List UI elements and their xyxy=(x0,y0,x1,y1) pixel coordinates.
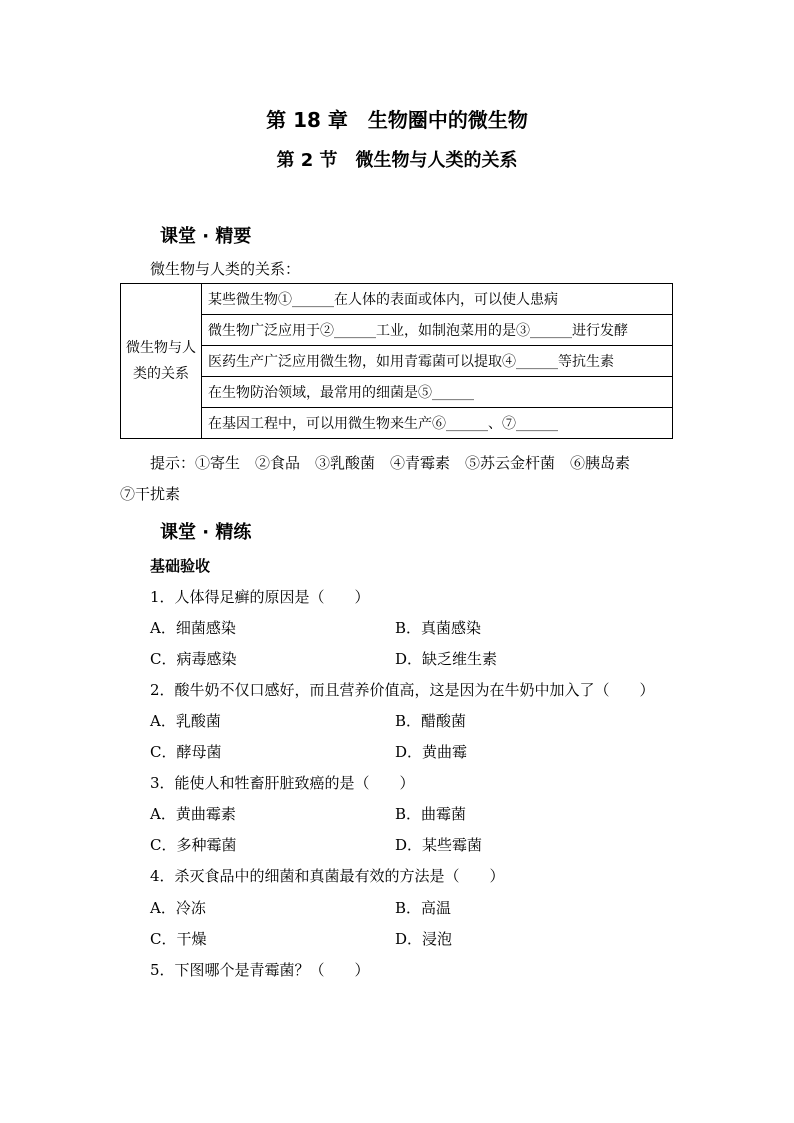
option-b: B．高温 xyxy=(395,899,452,917)
table-row: 在生物防治领域，最常用的细菌是⑤______ xyxy=(202,377,673,408)
question-4: 4．杀灭食品中的细菌和真菌最有效的方法是（ ） xyxy=(150,867,505,885)
option-b: B．真菌感染 xyxy=(395,619,482,637)
option-d: D．黄曲霉 xyxy=(395,743,468,761)
chapter-title: 第 18 章 生物圈中的微生物 xyxy=(266,108,528,132)
question-5: 5．下图哪个是青霉菌？（ ） xyxy=(150,961,370,979)
hint-line-continued: ⑦干扰素 xyxy=(120,485,181,503)
table-row: 某些微生物①______在人体的表面或体内，可以使人患病 xyxy=(202,284,673,315)
option-b: B．曲霉菌 xyxy=(395,805,467,823)
option-c: C．多种霉菌 xyxy=(150,836,237,854)
hint-line: 提示：①寄生 ②食品 ③乳酸菌 ④青霉素 ⑤苏云金杆菌 ⑥胰岛素 xyxy=(150,454,631,472)
section-title: 第 2 节 微生物与人类的关系 xyxy=(276,150,518,171)
question-2: 2．酸牛奶不仅口感好，而且营养价值高，这是因为在牛奶中加入了（ ） xyxy=(150,681,655,699)
section-heading-practice: 课堂 · 精练 xyxy=(160,522,252,543)
option-a: A．黄曲霉素 xyxy=(150,805,236,823)
option-a: A．乳酸菌 xyxy=(150,712,221,730)
option-c: C．病毒感染 xyxy=(150,650,237,668)
relation-table xyxy=(120,283,673,439)
option-a: A．冷冻 xyxy=(150,899,206,917)
option-c: C．酵母菌 xyxy=(150,743,222,761)
question-1: 1．人体得足癣的原因是（ ） xyxy=(150,588,370,606)
option-d: D．某些霉菌 xyxy=(395,836,483,854)
option-c: C．干燥 xyxy=(150,930,207,948)
option-b: B．醋酸菌 xyxy=(395,712,467,730)
subheading-basic: 基础验收 xyxy=(150,557,211,575)
option-d: D．浸泡 xyxy=(395,930,453,948)
section-heading-summary: 课堂 · 精要 xyxy=(160,226,252,247)
relation-intro: 微生物与人类的关系： xyxy=(150,260,301,278)
option-a: A．细菌感染 xyxy=(150,619,236,637)
table-row: 医药生产广泛应用微生物，如用青霉菌可以提取④______等抗生素 xyxy=(202,346,673,377)
question-3: 3．能使人和牲畜肝脏致癌的是（ ） xyxy=(150,774,415,792)
table-head-cell: 微生物与人类的关系 xyxy=(121,284,202,439)
table-row: 微生物广泛应用于②______工业，如制泡菜用的是③______进行发酵 xyxy=(202,315,673,346)
option-d: D．缺乏维生素 xyxy=(395,650,498,668)
table-row: 在基因工程中，可以用微生物来生产⑥______、⑦______ xyxy=(202,408,673,439)
